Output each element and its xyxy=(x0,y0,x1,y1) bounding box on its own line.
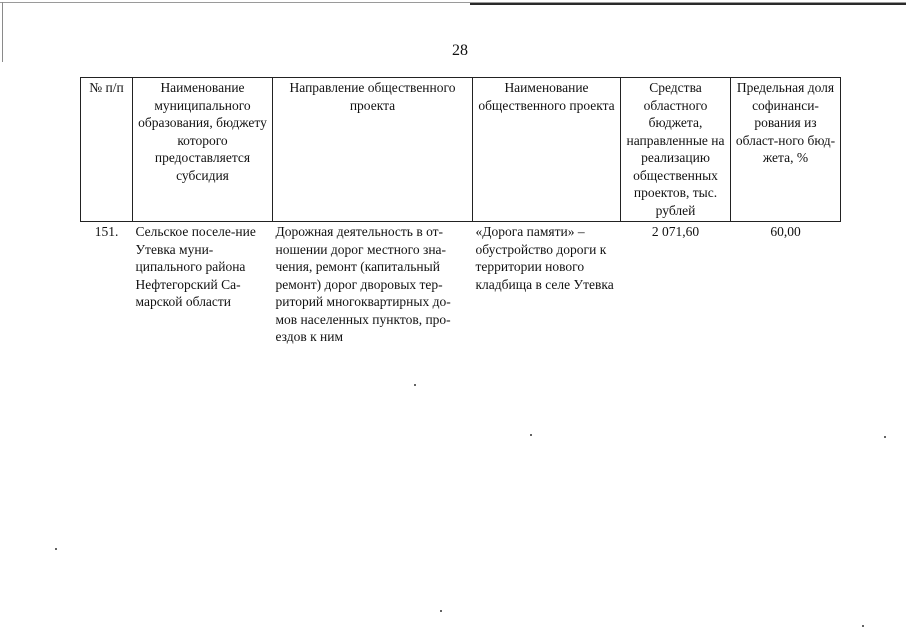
page-number: 28 xyxy=(452,42,468,59)
header-project-name: Наименование общественного проекта xyxy=(473,78,621,222)
header-direction: Направление общественного проекта xyxy=(273,78,473,222)
scan-speck xyxy=(862,625,864,627)
row-share: 60,00 xyxy=(770,224,801,239)
scan-speck xyxy=(55,548,57,550)
scan-speck xyxy=(414,384,416,386)
subsidy-table xyxy=(80,77,841,347)
row-direction: Дорожная деятельность в от-ношении дорог местного зна-чения, ремонт (капитальный ремонт) дорог дворовых тер-риторий многоквартирных до-мов населенных пунктов, про-ездов к ним xyxy=(275,224,451,344)
row-funds: 2 071,60 xyxy=(651,224,700,239)
row-municipality: Сельское поселе-ние Утевка муни-ципального района Нефтегорский Са-марской области xyxy=(135,224,256,309)
scan-speck xyxy=(884,436,886,438)
scan-edge-top-dark xyxy=(470,3,906,5)
header-share: Предельная доля софинанси-рования из област-ного бюд-жета, % xyxy=(731,78,841,222)
row-project-name: «Дорога памяти» – обустройство дороги к территории нового кладбища в селе Утевка xyxy=(475,224,614,292)
row-number: 151. xyxy=(94,224,119,239)
table-row xyxy=(81,222,841,347)
header-funds: Средства областного бюджета, направленные на реализацию общественных проектов, тыс. рублей xyxy=(621,78,731,222)
header-municipality: Наименование муниципального образования, бюджету которого предоставляется субсидия xyxy=(133,78,273,222)
scan-speck xyxy=(530,434,532,436)
scan-speck xyxy=(440,610,442,612)
scan-edge-left xyxy=(2,2,3,62)
table-header-row xyxy=(81,78,841,222)
header-number: № п/п xyxy=(81,78,133,222)
